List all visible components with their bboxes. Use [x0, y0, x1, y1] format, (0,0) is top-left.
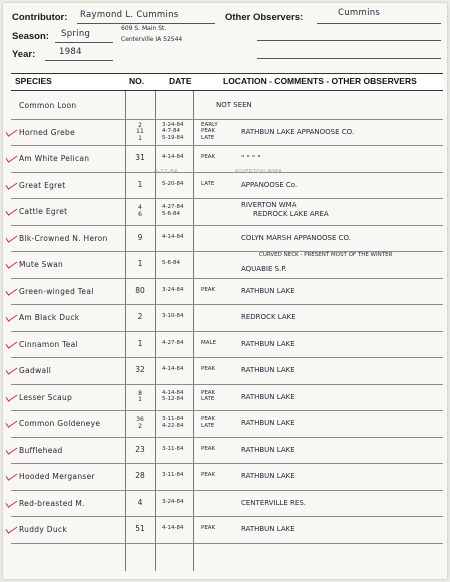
location-text: RATHBUN LAKE — [241, 286, 295, 295]
count-value: 4 — [138, 204, 142, 211]
date-qualifier: PEAK — [201, 154, 216, 160]
count-value: 2 — [137, 312, 143, 321]
contributor-name: Raymond L. Cummins — [80, 10, 179, 20]
count-value: 2 — [138, 422, 142, 430]
species-name: Gadwall — [19, 366, 52, 375]
checkmark-icon — [6, 232, 18, 242]
location-text: RIVERTON WMA — [241, 201, 297, 209]
checkmark-icon — [6, 497, 18, 507]
column-header-location: LOCATION - COMMENTS - OTHER OBSERVERS — [223, 76, 417, 86]
season-underline — [55, 42, 113, 43]
species-name: Red-breasted M. — [19, 498, 85, 508]
date-qualifier: PEAK — [201, 366, 216, 372]
location-text: APPANOOSE Co. — [241, 180, 298, 189]
date-qualifier: PEAK — [201, 389, 216, 396]
location-text: " " " " — [241, 154, 261, 162]
table-row — [11, 331, 443, 359]
species-name: Am Black Duck — [19, 313, 80, 322]
date-value: 4-14-84 — [162, 525, 184, 531]
date-value: 3-24-84 — [162, 286, 184, 293]
species-name: Bufflehead — [19, 445, 63, 455]
table-row — [11, 92, 443, 120]
species-name: Great Egret — [19, 180, 66, 190]
date-value: 5-6-84 — [162, 210, 180, 217]
species-name: Cattle Egret — [19, 207, 68, 216]
table-row — [11, 225, 443, 253]
date-value: 3-10-84 — [162, 313, 184, 319]
checkmark-icon — [6, 311, 18, 321]
year-underline — [45, 60, 113, 61]
date-value: 4-27-84 — [162, 339, 184, 346]
date-value: 4-14-84 — [162, 154, 184, 160]
bleed-through-text: RIVERTON WMA — [235, 168, 283, 175]
species-name: Horned Grebe — [19, 127, 76, 137]
date-qualifier: LATE — [201, 422, 215, 429]
count-value: 4 — [137, 497, 143, 507]
count-value: 6 — [138, 210, 142, 218]
table-row — [11, 119, 443, 147]
date-value: 4-27-84 — [162, 204, 184, 210]
count-value: 1 — [138, 396, 142, 403]
location-text: RATHBUN LAKE — [241, 525, 295, 533]
location-text: RATHBUN LAKE APPANOOSE CO. — [241, 127, 355, 136]
location-text: AQUABIE S.P. — [241, 265, 287, 273]
count-value: 1 — [137, 259, 143, 268]
date-value: 4-14-84 — [162, 233, 184, 240]
location-text: RATHBUN LAKE — [241, 339, 295, 348]
species-name: Cinnamon Teal — [19, 339, 78, 349]
observers-underline-1 — [317, 23, 441, 24]
table-header — [11, 73, 443, 91]
count-value: 11 — [136, 128, 144, 135]
other-observers-value: Cummins — [338, 8, 381, 18]
table-row — [11, 172, 443, 200]
location-note: CURVED NECK - PRESENT MOST OF THE WINTER — [259, 252, 393, 258]
year-label: Year: — [12, 49, 36, 60]
checkmark-icon — [6, 338, 18, 348]
location-text: NOT SEEN — [216, 101, 252, 109]
checkmark-icon — [6, 126, 18, 136]
table-row — [11, 304, 443, 332]
date-value: 3-11-84 — [162, 416, 184, 422]
date-value: 3-24-84 — [162, 121, 184, 128]
checkmark-icon — [6, 417, 18, 427]
checkmark-icon — [6, 391, 18, 401]
location-text: RATHBUN LAKE — [241, 419, 295, 427]
location-text: COLYN MARSH APPANOOSE CO. — [241, 233, 351, 242]
count-value: 9 — [137, 232, 143, 242]
location-text: REDROCK LAKE AREA — [253, 210, 329, 218]
date-qualifier: PEAK — [201, 525, 216, 531]
date-qualifier: MALE — [201, 339, 217, 346]
season-value: Spring — [61, 29, 91, 39]
date-value: 4-14-84 — [162, 389, 184, 396]
species-name: Common Loon — [19, 101, 77, 110]
count-value: 1 — [138, 134, 142, 142]
date-value: 5-20-84 — [162, 180, 184, 187]
table-row — [11, 384, 443, 412]
date-qualifier: PEAK — [201, 128, 216, 134]
table-row — [11, 463, 443, 491]
table-row — [11, 516, 443, 544]
date-value: 3-11-84 — [162, 472, 184, 478]
table-row — [11, 437, 443, 465]
checkmark-icon — [6, 258, 18, 268]
count-value: 28 — [135, 471, 145, 480]
table-row — [11, 410, 443, 438]
location-text: RATHBUN LAKE — [241, 392, 295, 401]
count-value: 32 — [135, 365, 145, 374]
species-name: Mute Swan — [19, 260, 64, 269]
checkmark-icon — [6, 364, 18, 374]
location-text: REDROCK LAKE — [241, 313, 296, 321]
location-text: CENTERVILLE RES. — [241, 498, 306, 507]
address-line-2: Centerville IA 52544 — [121, 36, 183, 43]
location-text: RATHBUN LAKE — [241, 366, 295, 374]
count-value: 31 — [135, 153, 145, 162]
date-value: 4-22-84 — [162, 422, 184, 429]
checkmark-icon — [6, 444, 18, 454]
count-value: 8 — [138, 389, 142, 397]
contributor-label: Contributor: — [12, 12, 68, 23]
checkmark-icon — [6, 205, 18, 215]
date-value: 4-7-84 — [162, 128, 180, 134]
checkmark-icon — [6, 470, 18, 480]
date-qualifier: LATE — [201, 134, 215, 141]
table-row — [11, 278, 443, 306]
address-line-1: 609 S. Main St. — [121, 25, 167, 32]
date-value: 3-11-84 — [162, 445, 184, 452]
count-value: 36 — [136, 416, 144, 423]
date-qualifier: PEAK — [201, 445, 216, 452]
column-header-species: SPECIES — [15, 76, 52, 86]
location-text: RATHBUN LAKE — [241, 445, 295, 454]
date-qualifier: LATE — [201, 180, 215, 187]
contributor-underline — [77, 23, 215, 24]
species-name: Common Goldeneye — [19, 419, 101, 428]
observation-form-sheet — [3, 3, 447, 579]
species-name: Green-winged Teal — [19, 286, 94, 296]
count-value: 2 — [138, 121, 142, 129]
checkmark-icon — [6, 179, 18, 189]
count-value: 23 — [135, 444, 145, 454]
column-header-date: DATE — [169, 76, 192, 86]
date-qualifier: LATE — [201, 396, 215, 402]
date-value: 5-19-84 — [162, 134, 184, 141]
date-value: 4-14-84 — [162, 366, 184, 372]
season-label: Season: — [12, 31, 49, 42]
bleed-through-text: 4-27-84 — [154, 168, 178, 175]
count-value: 1 — [137, 179, 143, 189]
checkmark-icon — [6, 152, 18, 162]
species-name: Lesser Scaup — [19, 392, 73, 402]
species-name: Ruddy Duck — [19, 525, 67, 534]
date-value: 3-24-84 — [162, 498, 184, 505]
count-value: 1 — [137, 338, 143, 348]
date-qualifier: PEAK — [201, 416, 216, 422]
year-value: 1984 — [59, 47, 82, 57]
column-header-no: NO. — [129, 76, 145, 86]
observers-underline-2 — [257, 40, 441, 41]
table-row — [11, 357, 443, 385]
date-value: 5-12-84 — [162, 396, 184, 402]
species-name: Blk-Crowned N. Heron — [19, 233, 108, 243]
table-row — [11, 145, 443, 173]
date-qualifier: EARLY — [201, 121, 218, 128]
table-row — [11, 198, 443, 226]
date-qualifier: PEAK — [201, 286, 216, 293]
checkmark-icon — [6, 285, 18, 295]
checkmark-icon — [6, 523, 18, 533]
count-value: 80 — [135, 285, 145, 295]
date-qualifier: PEAK — [201, 472, 216, 478]
table-row — [11, 490, 443, 518]
species-name: Hooded Merganser — [19, 472, 95, 481]
species-name: Am White Pelican — [19, 154, 90, 163]
date-value: 5-6-84 — [162, 260, 180, 266]
observers-underline-3 — [257, 58, 441, 59]
location-text: RATHBUN LAKE — [241, 472, 295, 480]
table-row — [11, 251, 443, 279]
count-value: 51 — [135, 524, 145, 533]
other-observers-label: Other Observers: — [225, 12, 304, 23]
